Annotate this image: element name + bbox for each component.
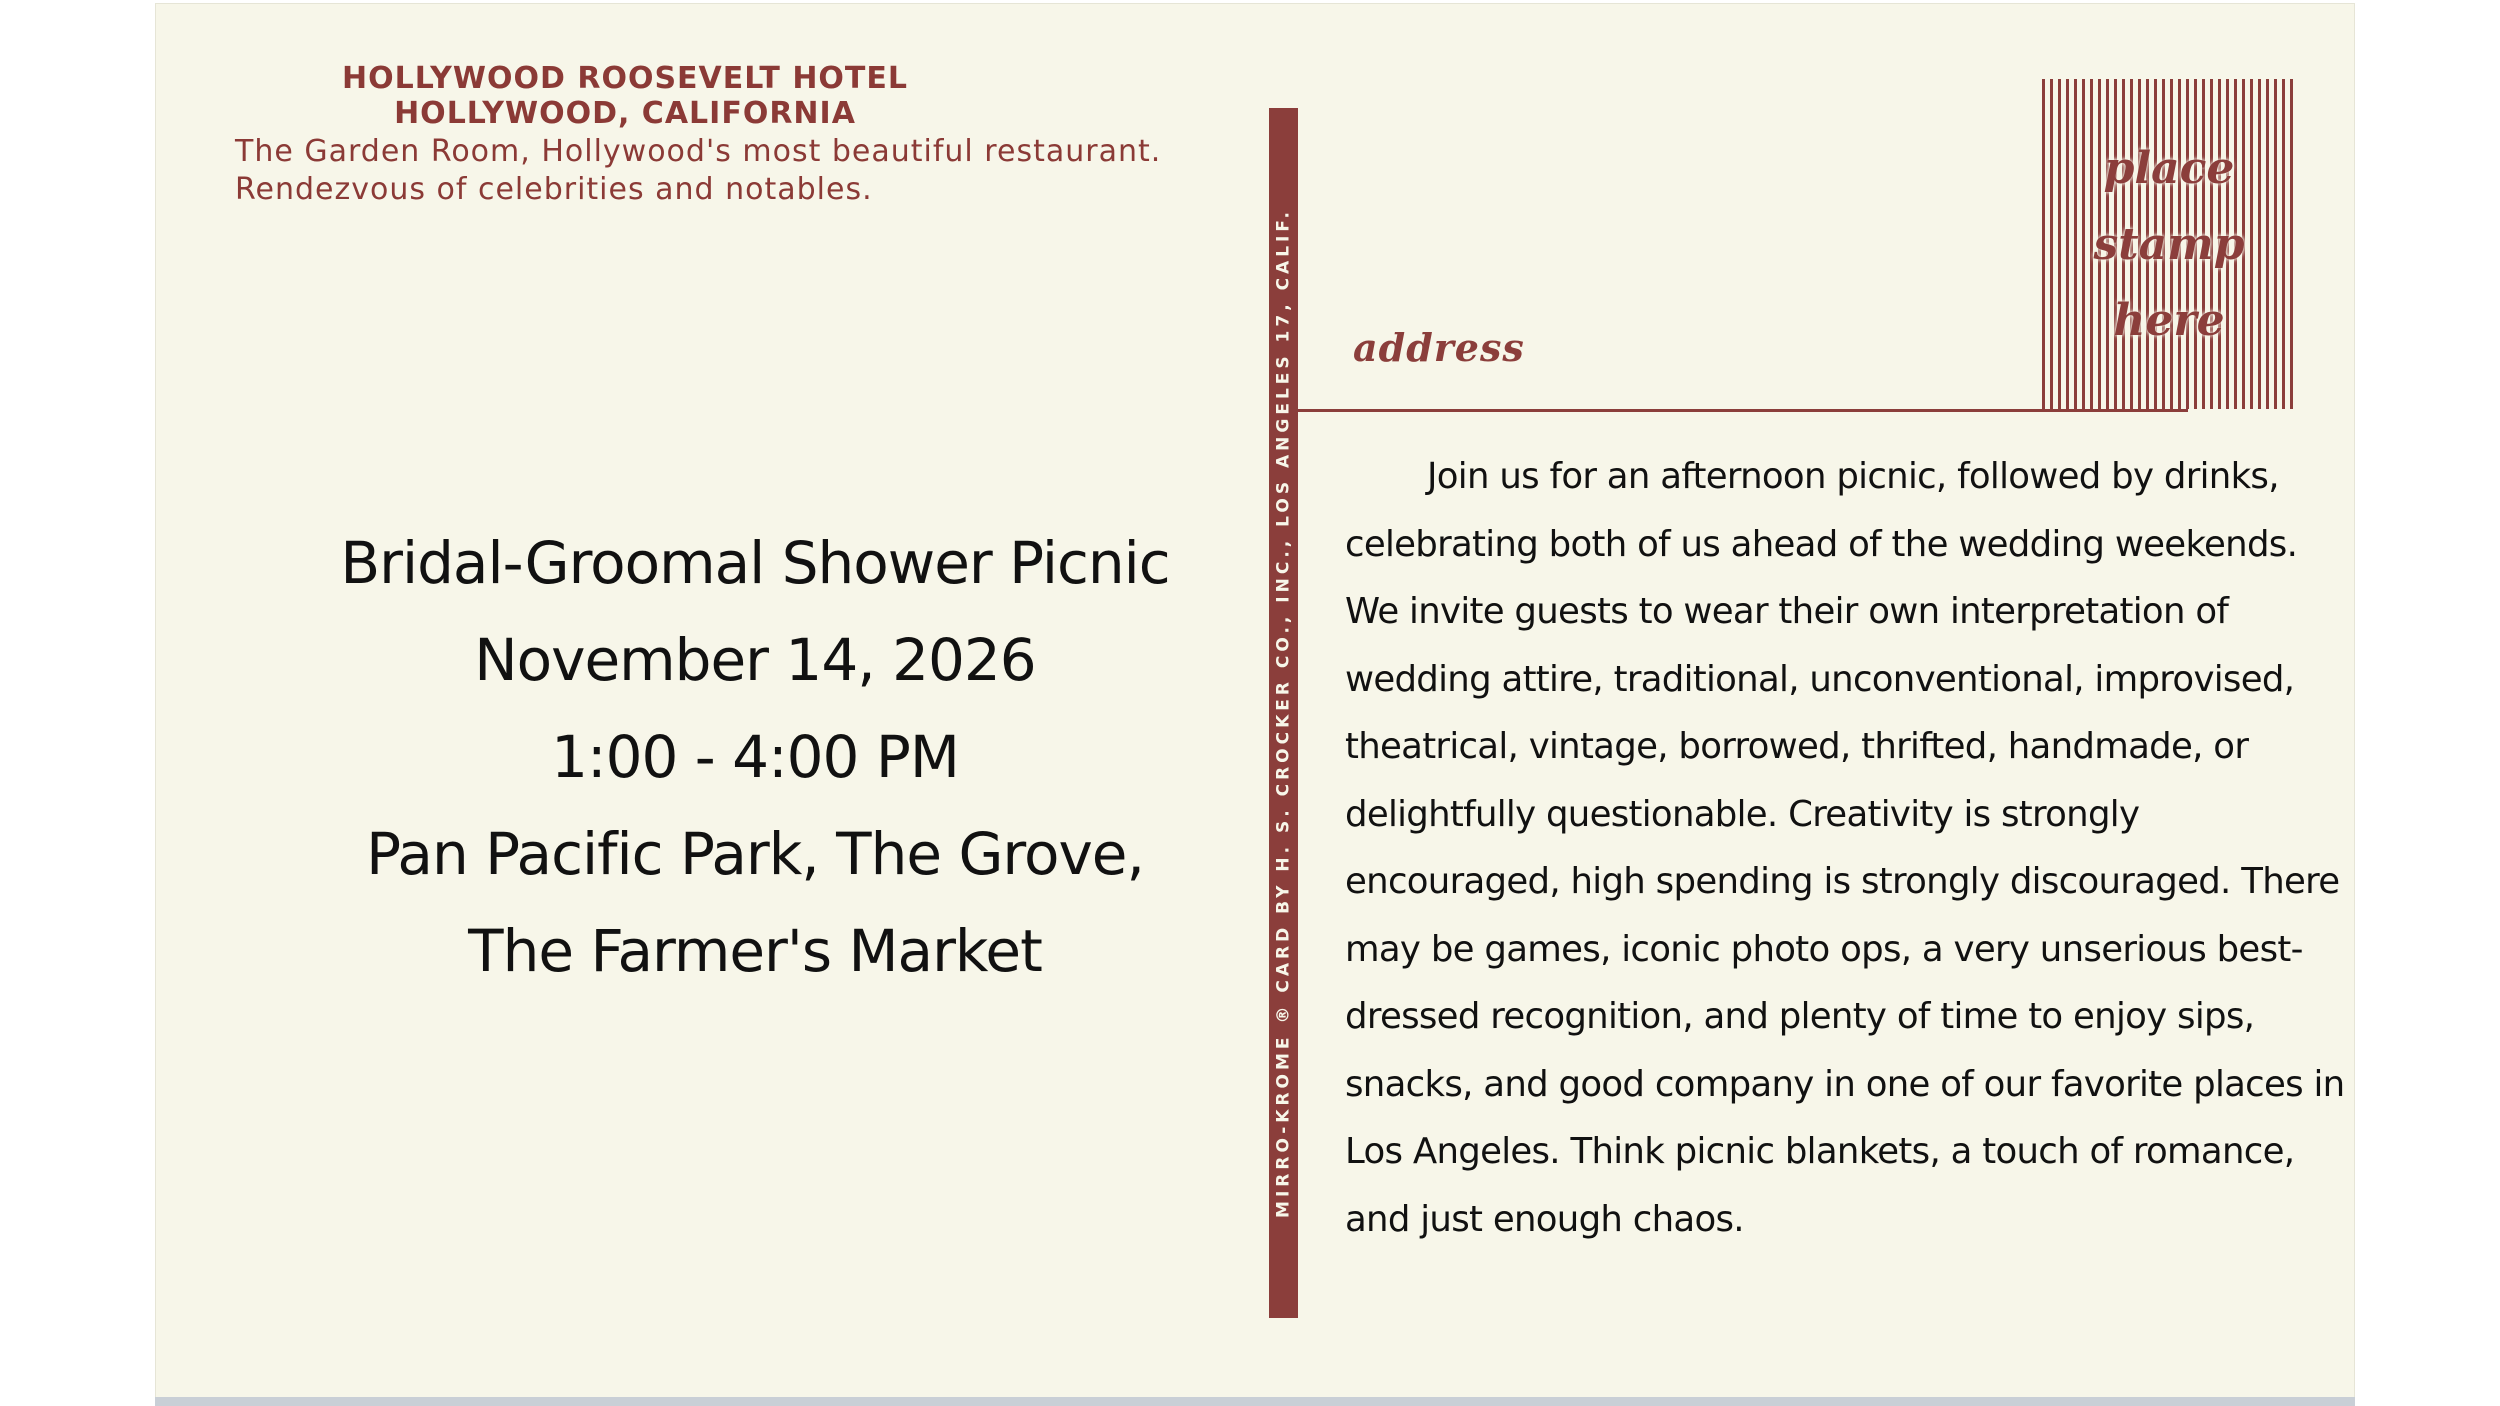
event-time: 1:00 - 4:00 PM — [551, 723, 959, 791]
event-location-line-1: Pan Pacific Park, The Grove, — [366, 820, 1144, 888]
stamp-text-line-2: stamp — [2093, 219, 2245, 270]
address-label: address — [1353, 325, 1525, 370]
hotel-header — [235, 61, 1285, 207]
center-divider — [1269, 108, 1298, 1318]
stamp-text-line-1: place — [2103, 143, 2235, 194]
event-title: Bridal-Groomal Shower Picnic — [340, 529, 1170, 597]
stamp-text — [2042, 131, 2296, 359]
hotel-description-line-1: The Garden Room, Hollywood's most beautiful restaurant. — [235, 134, 1162, 169]
postcard-back — [155, 3, 2355, 1403]
address-line — [1298, 409, 2188, 412]
stamp-box — [2042, 79, 2296, 409]
hotel-name: HOLLYWOOD ROOSEVELT HOTEL — [342, 61, 908, 96]
card-bottom-edge — [155, 1397, 2355, 1406]
hotel-description-line-2: Rendezvous of celebrities and notables. — [235, 172, 873, 207]
event-details — [215, 515, 1295, 1000]
hotel-city: HOLLYWOOD, CALIFORNIA — [394, 96, 856, 131]
event-date: November 14, 2026 — [474, 626, 1036, 694]
stamp-text-line-3: here — [2113, 295, 2225, 346]
message-body — [1345, 443, 2355, 1253]
event-location-line-2: The Farmer's Market — [468, 917, 1042, 985]
message-text: Join us for an afternoon picnic, followed by drinks, celebrating both of us ahead of the wedding weekends. We invite guests to wear their own interpretation of wedding attire, traditional, unconventional, improvised, theatrical, vintage, borrowed, thrifted, handmade, or delightfully questionable. Creativity is strongly encouraged, high spending is strongly discouraged. There may be games, iconic photo ops, a very unserious best-dressed recognition, and plenty of time to enjoy sips, snacks, and good company in one of our favorite places in Los Angeles. Think picnic blankets, a touch of romance, and just enough chaos. — [1345, 456, 2345, 1240]
divider-printer-credit: MIRRO-KROME ® CARD BY H. S. CROCKER CO., INC., LOS ANGELES 17, CALIF. — [1273, 208, 1293, 1218]
